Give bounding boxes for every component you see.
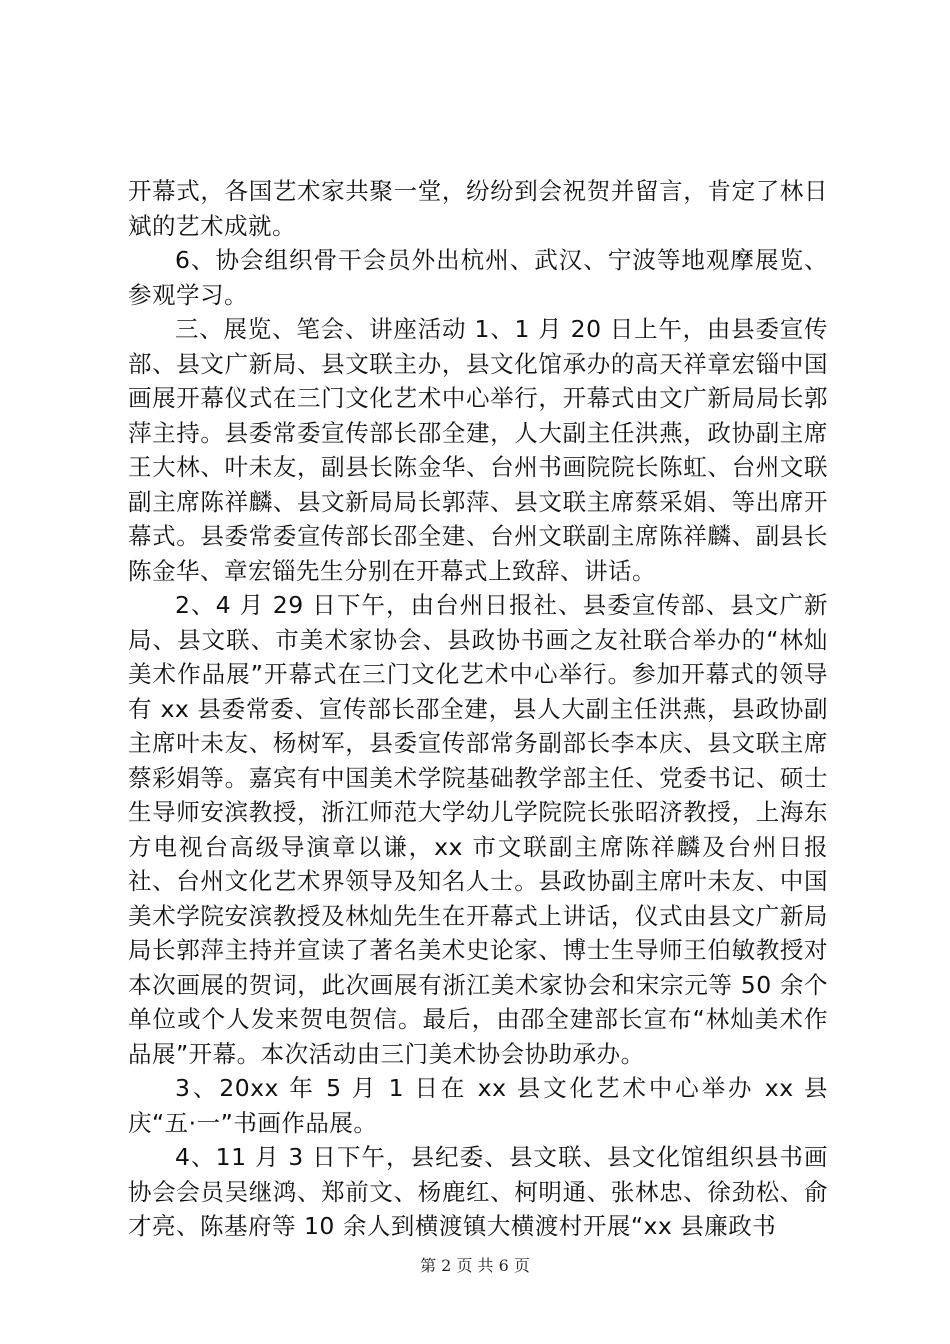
paragraph-item-4: 4、11 月 3 日下午，县纪委、县文联、县文化馆组织县书画协会会员吴继鸿、郑前文、杨鹿红、柯明通、张林忠、徐劲松、俞才亮、陈基府等 10 余人到横渡镇大横渡村开展“xx 县廉政书 (128, 1143, 828, 1240)
paragraph-item-6: 6、协会组织骨干会员外出杭州、武汉、宁波等地观摩展览、参观学习。 (128, 246, 828, 309)
page-footer (0, 1253, 950, 1276)
paragraph-continuation: 开幕式，各国艺术家共聚一堂，纷纷到会祝贺并留言，肯定了林日斌的艺术成就。 (128, 177, 828, 240)
paragraph-section-3: 三、展览、笔会、讲座活动 1、1 月 20 日上午，由县委宣传部、县文广新局、县文联主办，县文化馆承办的高天祥章宏锱中国画展开幕仪式在三门文化艺术中心举行，开幕式由文广新局局长郭萍主持。县委常委宣传部长邵全建，人大副主任洪燕，政协副主席王大林、叶未友，副县长陈金华、台州书画院院长陈虹、台州文联副主席陈祥麟、县文新局局长郭萍、县文联主席蔡采娟、等出席开幕式。县委常委宣传部长邵全建、台州文联副主席陈祥麟、副县长陈金华、章宏锱先生分别在开幕式上致辞、讲话。 (128, 315, 828, 585)
page-number-label: 第 2 页 共 6 页 (420, 1256, 530, 1275)
paragraph-item-2: 2、4 月 29 日下午，由台州日报社、县委宣传部、县文广新局、县文联、市美术家协会、县政协书画之友社联合举办的“林灿美术作品展”开幕式在三门文化艺术中心举行。参加开幕式的领导有 xx 县委常委、宣传部长邵全建，县人大副主任洪燕，县政协副主席叶未友、杨树军，县委宣传部常务副部长李本庆、县文联主席蔡彩娟等。嘉宾有中国美术学院基础教学部主任、党委书记、硕士生导师安滨教授，浙江师范大学幼儿学院院长张昭济教授，上海东方电视台高级导演章以谦，xx 市文联副主席陈祥麟及台州日报社、台州文化艺术界领导及知名人士。县政协副主席叶未友、中国美术学院安滨教授及林灿先生在开幕式上讲话，仪式由县文广新局局长郭萍主持并宣读了著名美术史论家、博士生导师王伯敏教授对本次画展的贺词，此次画展有浙江美术家协会和宋宗元等 50 余个单位或个人发来贺电贺信。最后，由邵全建部长宣布“林灿美术作品展”开幕。本次活动由三门美术协会协助承办。 (128, 591, 828, 1068)
document-body (128, 174, 828, 1244)
paragraph-item-3: 3、20xx 年 5 月 1 日在 xx 县文化艺术中心举办 xx 县庆“五·一”书画作品展。 (128, 1074, 828, 1137)
